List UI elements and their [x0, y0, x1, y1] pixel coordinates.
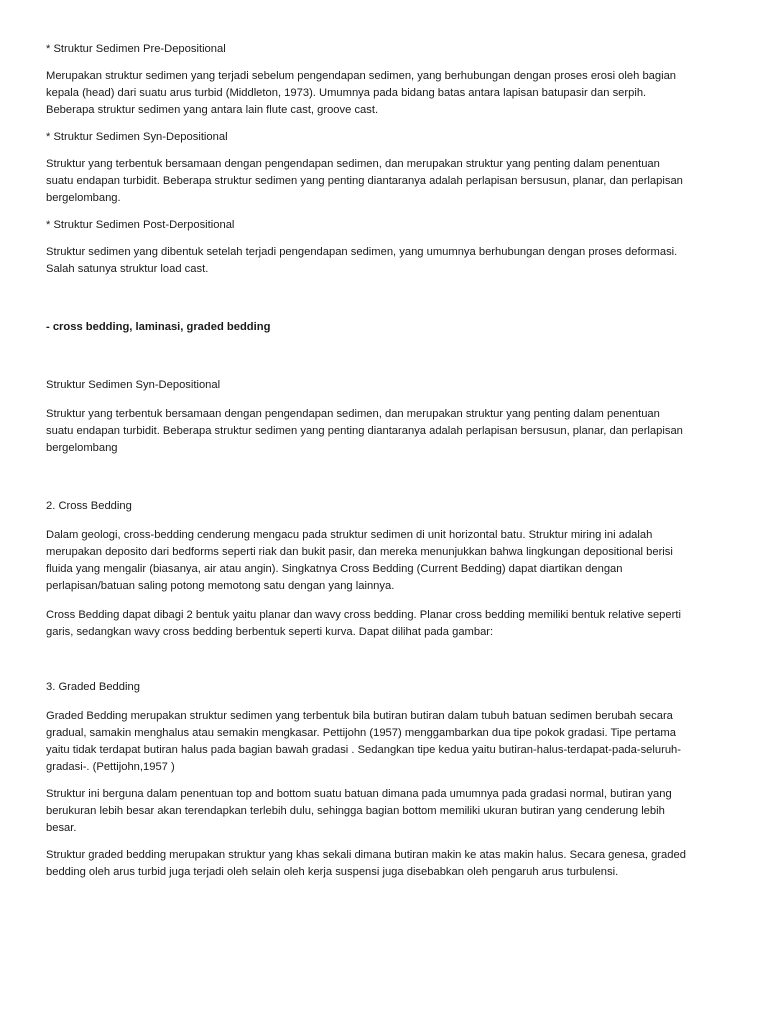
- paragraph-pre-depositional: Merupakan struktur sedimen yang terjadi sebelum pengendapan sedimen, yang berhubungan dengan proses erosi oleh bagian kepala (head) dari suatu arus turbid (Middleton, 1973). Umumnya pada bidang batas antara lapisan batupasir dan serpih. Beberapa struktur sedimen yang antara lain flute cast, groove cast.: [46, 70, 677, 116]
- paragraph-syn-depositional-2: Struktur yang terbentuk bersamaan dengan pengendapan sedimen, dan merupakan struktur yang penting dalam penentuan suatu endapan turbidit. Beberapa struktur sedimen yang penting diantaranya adalah perlapisan bersusun, planar, dan perlapisan bergelombang: [46, 408, 683, 454]
- heading-pre-depositional: * Struktur Sedimen Pre-Depositional: [46, 43, 226, 55]
- heading-post-depositional: * Struktur Sedimen Post-Derpositional: [46, 219, 235, 231]
- paragraph-graded-bedding-2: Struktur ini berguna dalam penentuan top and bottom suatu batuan dimana pada umumnya pada gradasi normal, butiran yang berukuran lebih besar akan terendapkan terlebih dulu, sehingga bagian bottom memiliki ukuran butiran yang cenderung lebih besar.: [46, 788, 672, 834]
- bold-list-line: - cross bedding, laminasi, graded bedding: [46, 321, 271, 333]
- heading-cross-bedding: 2. Cross Bedding: [46, 500, 132, 512]
- paragraph-cross-bedding-2: Cross Bedding dapat dibagi 2 bentuk yaitu planar dan wavy cross bedding. Planar cross bedding memiliki bentuk relative seperti garis, sedangkan wavy cross bedding berbentuk seperti kurva. Dapat dilihat pada gambar:: [46, 609, 681, 638]
- paragraph-cross-bedding-1: Dalam geologi, cross-bedding cenderung mengacu pada struktur sedimen di unit horizontal batu. Struktur miring ini adalah merupakan deposito dari bedforms seperti riak dan bukit pasir, dan mereka menunjukkan bahwa lingkungan depositional berisi fluida yang mengalir (biasanya, air atau angin). Singkatnya Cross Bedding (Current Bedding) dapat diartikan dengan perlapisan/batuan saling potong memotong satu dengan yang lainnya.: [46, 529, 673, 592]
- document-page: [46, 41, 726, 881]
- heading-syn-depositional: * Struktur Sedimen Syn-Depositional: [46, 131, 228, 143]
- paragraph-graded-bedding-3: Struktur graded bedding merupakan struktur yang khas sekali dimana butiran makin ke atas makin halus. Secara genesa, graded bedding oleh arus turbid juga terjadi oleh selain oleh kerja suspensi juga disebabkan oleh pengaruh arus turbulensi.: [46, 849, 686, 878]
- paragraph-syn-depositional: Struktur yang terbentuk bersamaan dengan pengendapan sedimen, dan merupakan struktur yang penting dalam penentuan suatu endapan turbidit. Beberapa struktur sedimen yang penting diantaranya adalah perlapisan bersusun, planar, dan perlapisan bergelombang.: [46, 158, 683, 204]
- paragraph-graded-bedding-1: Graded Bedding merupakan struktur sedimen yang terbentuk bila butiran butiran dalam tubuh batuan sedimen berubah secara gradual, samakin menghalus atau semakin mengkasar. Pettijohn (1957) menggambarkan dua tipe pokok gradasi. Tipe pertama yaitu tidak terdapat butiran halus pada bagian bawah gradasi . Sedangkan tipe kedua yaitu butiran-halus-terdapat-pada-seluruh- gradasi-. (Pettijohn,1957 ): [46, 710, 682, 773]
- heading-syn-depositional-2: Struktur Sedimen Syn-Depositional: [46, 379, 221, 391]
- heading-graded-bedding: 3. Graded Bedding: [46, 681, 140, 693]
- paragraph-post-depositional: Struktur sedimen yang dibentuk setelah terjadi pengendapan sedimen, yang umumnya berhubungan dengan proses deformasi. Salah satunya struktur load cast.: [46, 246, 678, 275]
